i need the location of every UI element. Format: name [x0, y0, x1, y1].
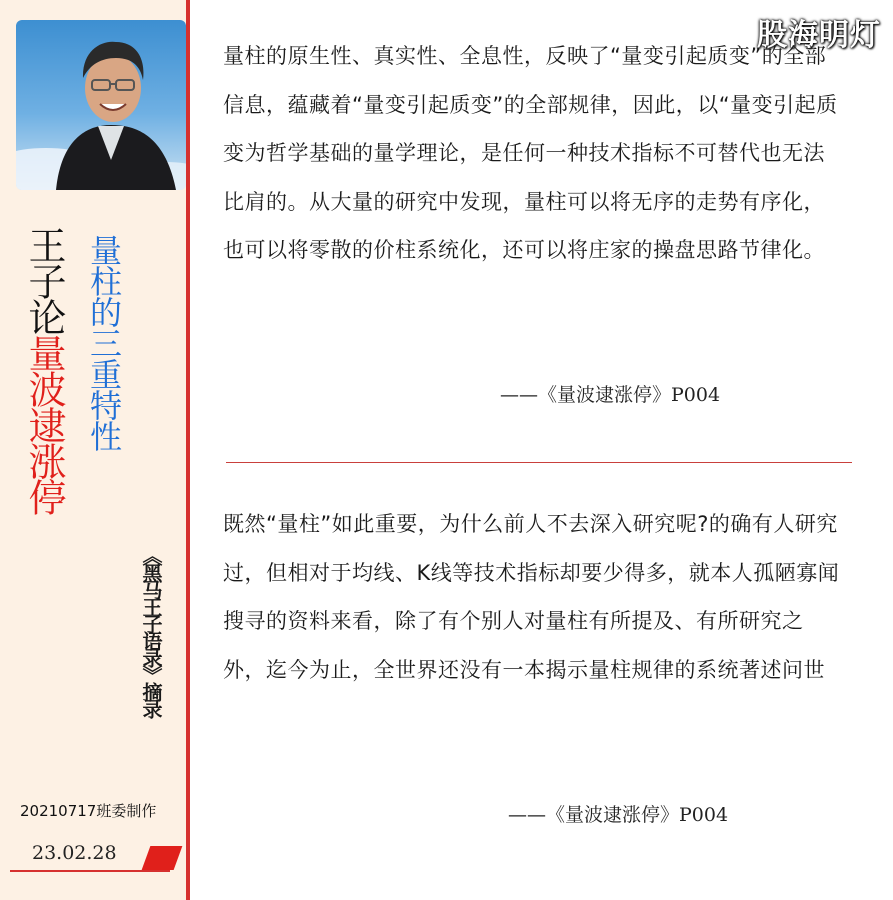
- paragraph-2: 既然“量柱”如此重要，为什么前人不去深入研究呢?的确有人研究过，但相对于均线、K线等技术指标却要少得多，就本人孤陋寡闻搜寻的资料来看，除了有个别人对量柱有所提及、有所研究之外，迄今为止，全世界还没有一本揭示量柱规律的系统著述问世: [223, 512, 840, 682]
- watermark: 股海明灯: [757, 18, 881, 53]
- paragraph-1: 量柱的原生性、真实性、全息性，反映了“量变引起质变”的全部信息，蕴藏着“量变引起质变”的全部规律，因此，以“量变引起质变为哲学基础的量学理论，是任何一种技术指标不可替代也无法比肩的。从大量的研究中发现，量柱可以将无序的走势有序化，也可以将零散的价柱系统化，还可以将庄家的操盘思路节律化。: [223, 44, 838, 262]
- source-label: 《黑马王子语录》摘录: [139, 546, 163, 716]
- date-label: 23.02.28: [32, 842, 117, 864]
- main-title-black: 王子论: [22, 226, 66, 334]
- date-block: [10, 840, 180, 874]
- date-underline: [10, 870, 170, 872]
- producer-label: 20210717班委制作: [20, 802, 157, 820]
- main-title: [24, 226, 64, 514]
- author-portrait: [16, 20, 186, 190]
- subtitle: 量柱的三重特性: [85, 234, 123, 451]
- citation-1: ——《量波逮涨停》P004: [500, 384, 721, 406]
- citation-2: ——《量波逮涨停》P004: [508, 804, 729, 826]
- sidebar: [0, 0, 186, 900]
- date-flag-decoration: [142, 846, 183, 870]
- main-title-red: 量波逮涨停: [22, 334, 66, 514]
- sidebar-divider: [186, 0, 190, 900]
- section-divider: [226, 462, 852, 463]
